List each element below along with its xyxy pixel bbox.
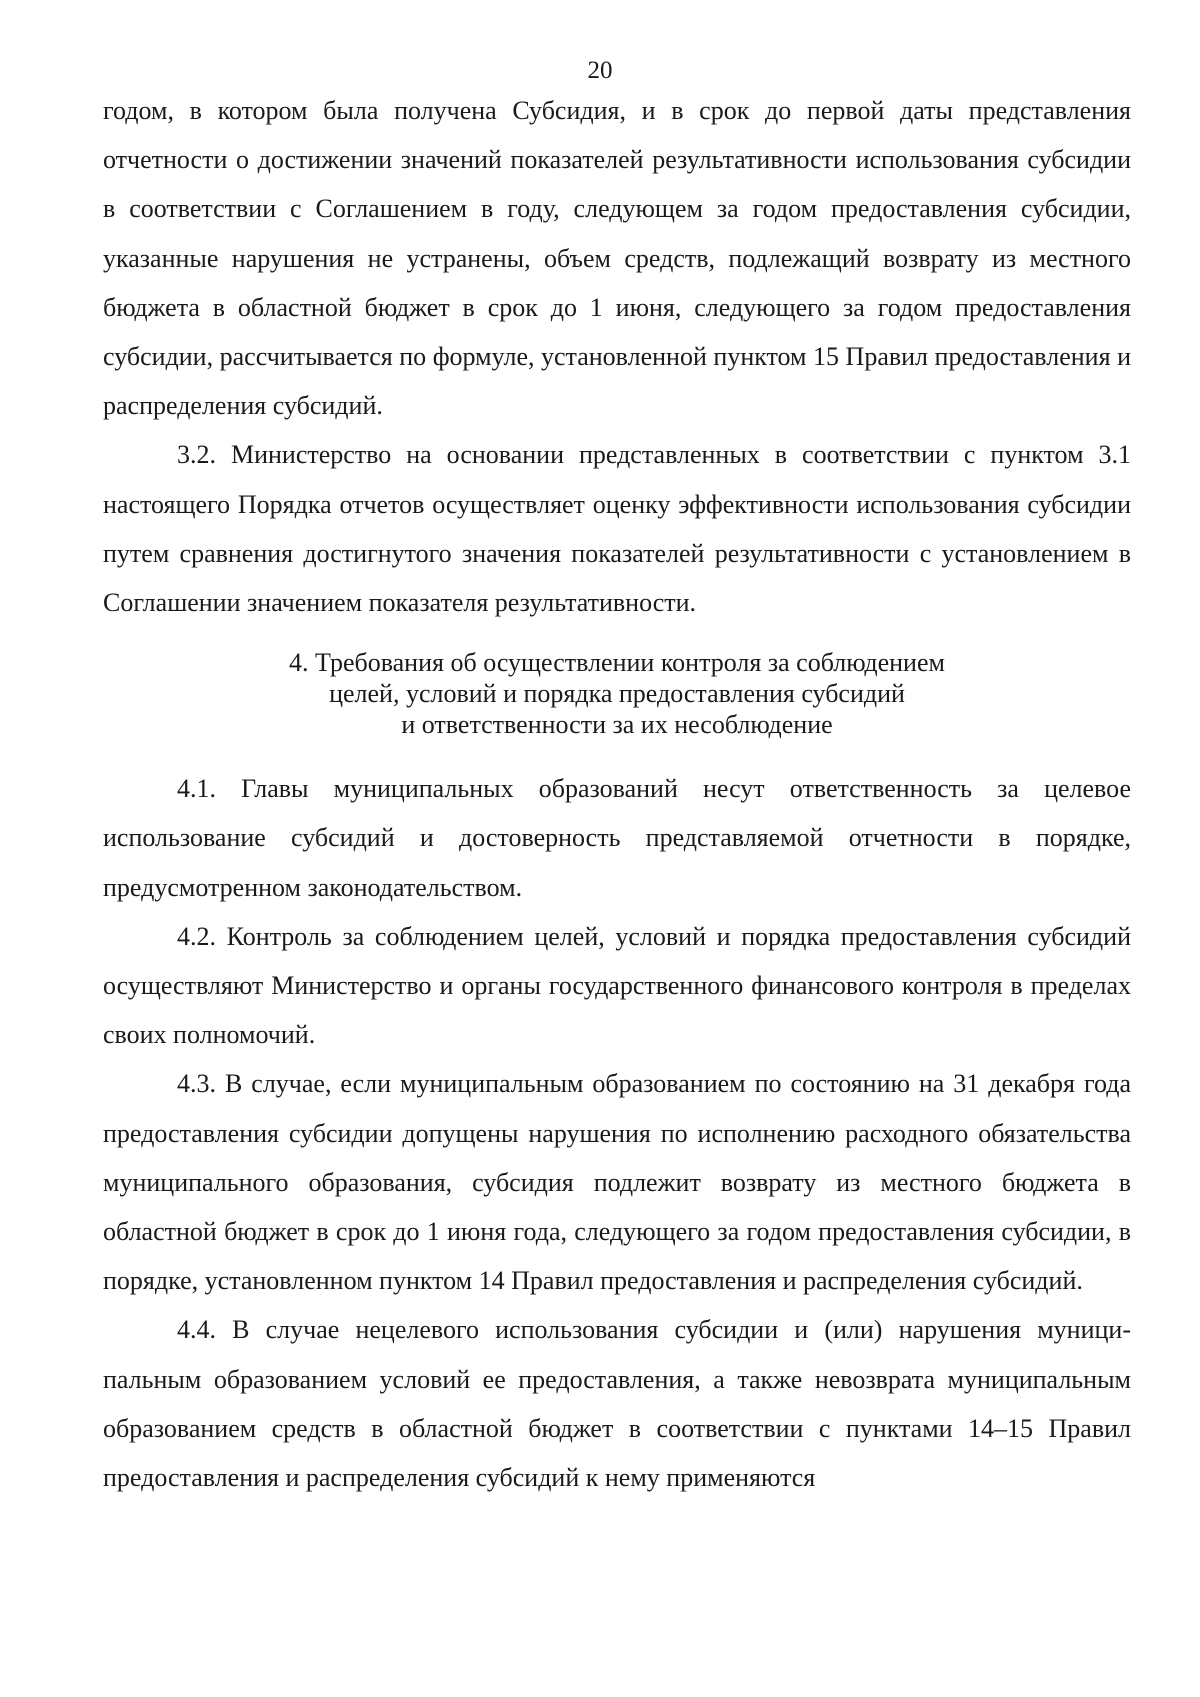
- paragraph-4-1: 4.1. Главы муниципальных образований несут ответственность за целевое использование субсидий и достоверность представляемой отчетности в порядке, предусмотренном законодательством.: [103, 774, 1131, 902]
- document-body: [103, 86, 1131, 1502]
- paragraph-continuation: годом, в котором была получена Субсидия, и в срок до первой даты представления отчетности о достижении значений показателей результативности использования субсидии в соответствии с Соглашением в году, следующем за годом предоставления субсидии, указанные нарушения не устранены, объем средств, подлежащий возврату из местного бюджета в областной бюджет в срок до 1 июня, следующего за годом предоставления субсидии, рассчитывается по формуле, установленной пунктом 15 Правил предоставления и распределения субсидий.: [103, 96, 1131, 421]
- page-number: 20: [587, 57, 613, 84]
- section-heading-line-1: 4. Требования об осуществлении контроля за соблюдением: [289, 648, 945, 678]
- section-heading-line-3: и ответственности за их несоблюдение: [401, 710, 833, 740]
- paragraph-3-2: 3.2. Министерство на основании представленных в соответствии с пунктом 3.1 настоящего Порядка отчетов осуществляет оценку эффективности использования субсидии путем сравнения достигнутого значения показателей результативности с установлением в Соглашении значением показателя результативности.: [103, 440, 1131, 618]
- paragraph-4-2: 4.2. Контроль за соблюдением целей, условий и порядка предоставления субсидий осуществляют Министерство и органы государственного финансового контроля в пределах своих полномочий.: [103, 921, 1131, 1050]
- section-heading-line-2: целей, условий и порядка предоставления субсидий: [329, 679, 905, 709]
- paragraph-4-4: 4.4. В случае нецелевого использования субсидии и (или) нарушения муниципальным образованием условий ее предоставления, а также невозврата муниципальным образованием средств в областной бюджет в соответствии с пунктами 14–15 Правил предоставления и распределения субсидий к нему применяются: [103, 1315, 1131, 1493]
- paragraph-4-3: 4.3. В случае, если муниципальным образованием по состоянию на 31 декабря года предоставления субсидии допущены нарушения по исполнению расходного обязательства муниципального образования, субсидия подлежит возврату из местного бюджета в областной бюджет в срок до 1 июня года, следующего за годом предоставления субсидии, в порядке, установленном пунктом 14 Правил предоставления и распределения субсидий.: [103, 1069, 1131, 1296]
- section-heading-4: [103, 647, 1131, 740]
